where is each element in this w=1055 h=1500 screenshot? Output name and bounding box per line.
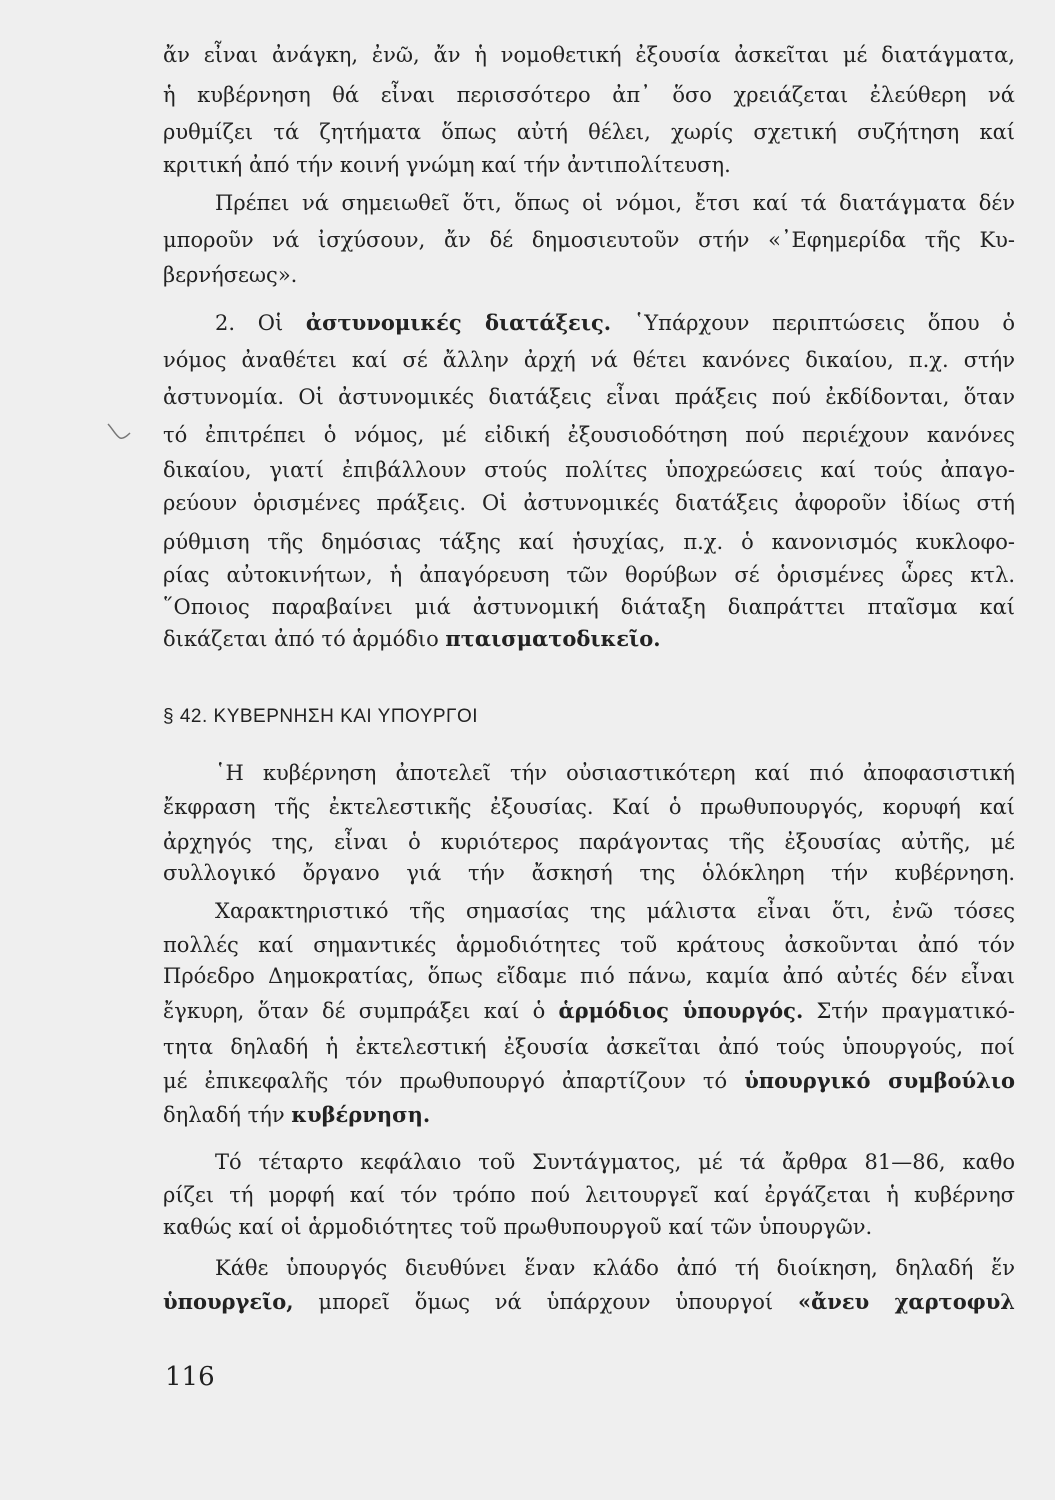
text-line: Τό τέταρτο κεφάλαιο τοῦ Συντάγματος, μέ τά ἄρθρα 81—86, καθο [215, 1150, 1015, 1174]
text-line: ρυθμίζει τά ζητήματα ὅπως αὐτή θέλει, χωρίς σχετική συζήτηση καί [163, 120, 1015, 144]
text-line: τητα δηλαδή ἡ ἐκτελεστική ἐξουσία ἀσκεῖται ἀπό τούς ὑπουργούς, ποί [163, 1035, 1015, 1059]
text-line: ρίας αὐτοκινήτων, ἡ ἀπαγόρευση τῶν θορύβων σέ ὁρισμένες ὧρες κτλ. [163, 563, 1015, 587]
text-line: ἡ κυβέρνηση θά εἶναι περισσότερο ἀπ᾿ ὅσο χρειάζεται ἐλεύθερη νά [163, 83, 1015, 107]
text-span: δηλαδή τήν [163, 1103, 292, 1127]
section-heading: § 42. ΚΥΒΕΡΝΗΣΗ ΚΑΙ ΥΠΟΥΡΓΟΙ [163, 706, 479, 727]
term-without-portfolio: «ἄνευ χαρτοφυλ [797, 1289, 1015, 1314]
text-line: καθώς καί οἱ ἁρμοδιότητες τοῦ πρωθυπουργοῦ καί τῶν ὑπουργῶν. [163, 1215, 873, 1239]
text-line: Χαρακτηριστικό τῆς σημασίας της μάλιστα εἶναι ὅτι, ἐνῶ τόσες [215, 899, 1015, 923]
text-span: μπορεῖ ὅμως νά ὑπάρχουν ὑπουργοί [293, 1290, 798, 1314]
pencil-mark-icon [106, 420, 132, 442]
text-line: ρεύουν ὁρισμένες πράξεις. Οἱ ἀστυνομικές διατάξεις ἀφοροῦν ἰδίως στή [163, 491, 1015, 515]
text-line: ῞Οποιος παραβαίνει μιά ἀστυνομική διάταξη διαπράττει πταῖσμα καί [163, 595, 1015, 619]
text-span: ῾Υπάρχουν περιπτώσεις ὅπου ὁ [611, 311, 1015, 335]
section-2-first-line [215, 308, 1015, 338]
text-line: ῾Η κυβέρνηση ἀποτελεῖ τήν οὐσιαστικότερη καί πιό ἀποφασιστική [215, 761, 1015, 785]
text-line: ρίζει τή μορφή καί τόν τρόπο πού λειτουργεῖ καί ἐργάζεται ἡ κυβέρνησ [163, 1183, 1015, 1207]
term-government: κυβέρνηση. [291, 1102, 431, 1127]
text-line: κριτική ἀπό τήν κοινή γνώμη καί τήν ἀντιπολίτευση. [163, 153, 731, 177]
text-line: Πρέπει νά σημειωθεῖ ὅτι, ὅπως οἱ νόμοι, ἔτσι καί τά διατάγματα δέν [215, 191, 1015, 215]
text-line: πολλές καί σημαντικές ἁρμοδιότητες τοῦ κράτους ἀσκοῦνται ἀπό τόν [163, 933, 1015, 957]
text-line: τό ἐπιτρέπει ὁ νόμος, μέ εἰδική ἐξουσιοδότηση πού περιέχουν κανόνες [163, 423, 1015, 447]
text-span: 2. Οἱ [215, 311, 306, 335]
text-span: ἔγκυρη, ὅταν δέ συμπράξει καί ὁ [163, 999, 559, 1023]
text-line: Πρόεδρο Δημοκρατίας, ὅπως εἴδαμε πιό πάνω, καμία ἀπό αὐτές δέν εἶναι [163, 964, 1015, 988]
page-number: 116 [165, 1362, 215, 1392]
text-line: Κάθε ὑπουργός διευθύνει ἕναν κλάδο ἀπό τή διοίκηση, δηλαδή ἕν [215, 1256, 1015, 1280]
text-line: βερνήσεως». [163, 263, 298, 287]
text-span: Στήν πραγματικό- [803, 999, 1015, 1023]
text-line-with-term [163, 1287, 1015, 1317]
text-line: ἔκφραση τῆς ἐκτελεστικῆς ἐξουσίας. Καί ὁ πρωθυπουργός, κορυφή καί [163, 795, 1015, 819]
text-span: μέ ἐπικεφαλῆς τόν πρωθυπουργό ἀπαρτίζουν τό [163, 1069, 745, 1093]
text-line-with-term [163, 1100, 1015, 1130]
text-line-with-term [163, 996, 1015, 1026]
text-line: ἀρχηγός της, εἶναι ὁ κυριότερος παράγοντας τῆς ἐξουσίας αὐτῆς, μέ [163, 830, 1015, 854]
term-police-ordinances: ἀστυνομικές διατάξεις. [305, 310, 612, 335]
text-line-with-term [163, 1066, 1015, 1096]
text-line: συλλογικό ὄργανο γιά τήν ἄσκησή της ὁλόκληρη τήν κυβέρνηση. [163, 861, 1015, 885]
text-line: μποροῦν νά ἰσχύσουν, ἄν δέ δημοσιευτοῦν στήν «᾿Εφημερίδα τῆς Κυ- [163, 228, 1015, 252]
text-line: ἀστυνομία. Οἱ ἀστυνομικές διατάξεις εἶναι πράξεις πού ἐκδίδονται, ὅταν [163, 385, 1015, 409]
term-cabinet: ὑπουργικό συμβούλιο [744, 1068, 1015, 1093]
term-petty-court: πταισματοδικεῖο. [445, 626, 661, 651]
term-ministry: ὑπουργεῖο, [163, 1289, 294, 1314]
text-line: ρύθμιση τῆς δημόσιας τάξης καί ἡσυχίας, π.χ. ὁ κανονισμός κυκλοφο- [163, 530, 1015, 554]
text-line: νόμος ἀναθέτει καί σέ ἄλλην ἀρχή νά θέτει κανόνες δικαίου, π.χ. στήν [163, 348, 1015, 372]
text-line: δικαίου, γιατί ἐπιβάλλουν στούς πολίτες ὑποχρεώσεις καί τούς ἀπαγο- [163, 458, 1015, 482]
text-line-with-term [163, 624, 1015, 654]
text-line: ἄν εἶναι ἀνάγκη, ἐνῶ, ἄν ἡ νομοθετική ἐξουσία ἀσκεῖται μέ διατάγματα, [163, 43, 1015, 67]
term-competent-minister: ἁρμόδιος ὑπουργός. [558, 998, 804, 1023]
text-span: δικάζεται ἀπό τό ἁρμόδιο [163, 627, 446, 651]
